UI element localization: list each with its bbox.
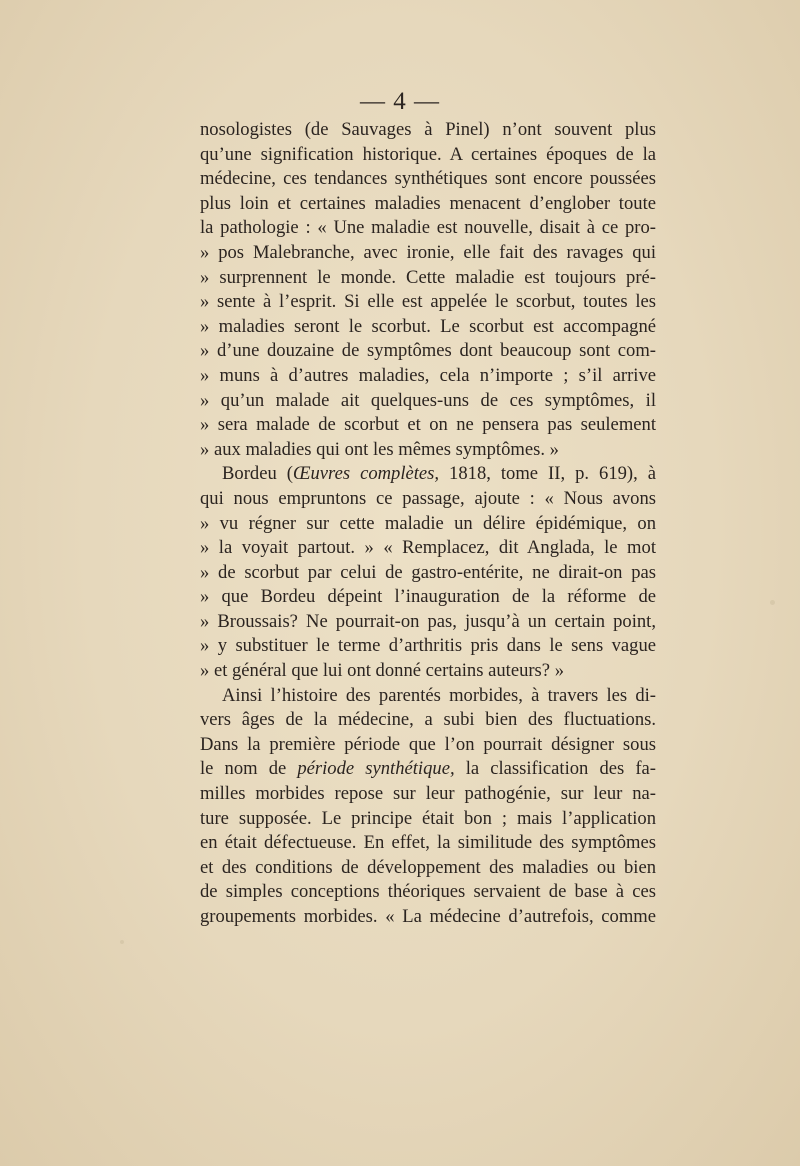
- text-line: qui nous empruntons ce passage, ajoute : « Nous avons: [200, 487, 656, 509]
- text-line: » sente à l’esprit. Si elle est appelée le scorbut, toutes les: [200, 291, 656, 313]
- text-line: » d’une douzaine de symptômes dont beaucoup sont com-: [200, 340, 656, 362]
- page-number: — 4 —: [360, 88, 440, 115]
- text-line: » que Bordeu dépeint l’inauguration de la réforme de: [200, 586, 656, 608]
- text-line: » muns à d’autres maladies, cela n’importe ; s’il arrive: [200, 364, 656, 386]
- text-line: » surprennent le monde. Cette maladie est toujours pré-: [200, 266, 656, 288]
- text-line: groupements morbides. « La médecine d’autrefois, comme: [200, 906, 656, 927]
- text-line: médecine, ces tendances synthétiques sont encore poussées: [200, 168, 656, 190]
- text-line: qu’une signification historique. A certaines époques de la: [200, 143, 656, 165]
- text-line: [200, 462, 656, 487]
- text-line: ture supposée. Le principe était bon ; mais l’application: [200, 807, 656, 829]
- text-line: » y substituer le terme d’arthritis pris dans le sens vague: [200, 635, 656, 657]
- text-segment: Bordeu (: [222, 463, 293, 485]
- text-line: de simples conceptions théoriques servaient de base à ces: [200, 881, 656, 903]
- text-line: » qu’un malade ait quelques-uns de ces symptômes, il: [200, 389, 656, 411]
- text-segment: 1818, tome II, p. 619), à: [439, 463, 657, 485]
- body-text: [200, 118, 656, 930]
- text-line: en était défectueuse. En effet, la similitude des symptômes: [200, 832, 656, 854]
- text-line: milles morbides repose sur leur pathogénie, sur leur na-: [200, 783, 656, 805]
- text-line: » pos Malebranche, avec ironie, elle fait des ravages qui: [200, 241, 656, 263]
- text-line: plus loin et certaines maladies menacent d’englober toute: [200, 192, 656, 214]
- text-line: » vu régner sur cette maladie un délire épidémique, on: [200, 512, 656, 534]
- text-line: [200, 757, 656, 782]
- text-line: vers âges de la médecine, a subi bien des fluctuations.: [200, 709, 656, 731]
- text-line: » sera malade de scorbut et on ne pensera pas seulement: [200, 414, 656, 436]
- paper-spot: [770, 600, 775, 605]
- paper-spot: [120, 940, 124, 944]
- italic-title: période synthétique,: [297, 758, 455, 780]
- text-line: » et général que lui ont donné certains auteurs? »: [200, 660, 564, 682]
- text-line: Dans la première période que l’on pourrait désigner sous: [200, 733, 656, 755]
- text-segment: le nom de: [200, 758, 298, 780]
- text-line: » maladies seront le scorbut. Le scorbut est accompagné: [200, 315, 656, 337]
- text-line: » aux maladies qui ont les mêmes symptômes. »: [200, 438, 559, 460]
- text-line: Ainsi l’histoire des parentés morbides, à travers les di-: [222, 684, 656, 706]
- text-line: et des conditions de développement des maladies ou bien: [200, 856, 656, 878]
- text-line: la pathologie : « Une maladie est nouvelle, disait à ce pro-: [200, 217, 656, 239]
- text-line: nosologistes (de Sauvages à Pinel) n’ont souvent plus: [200, 119, 656, 140]
- text-line: » la voyait partout. » « Remplacez, dit Anglada, le mot: [200, 537, 656, 559]
- text-line: » de scorbut par celui de gastro-entérite, ne dirait-on pas: [200, 561, 656, 583]
- text-segment: la classification des fa-: [454, 758, 656, 780]
- italic-title: Œuvres complètes,: [292, 463, 440, 485]
- text-line: » Broussais? Ne pourrait-on pas, jusqu’à un certain point,: [200, 610, 656, 632]
